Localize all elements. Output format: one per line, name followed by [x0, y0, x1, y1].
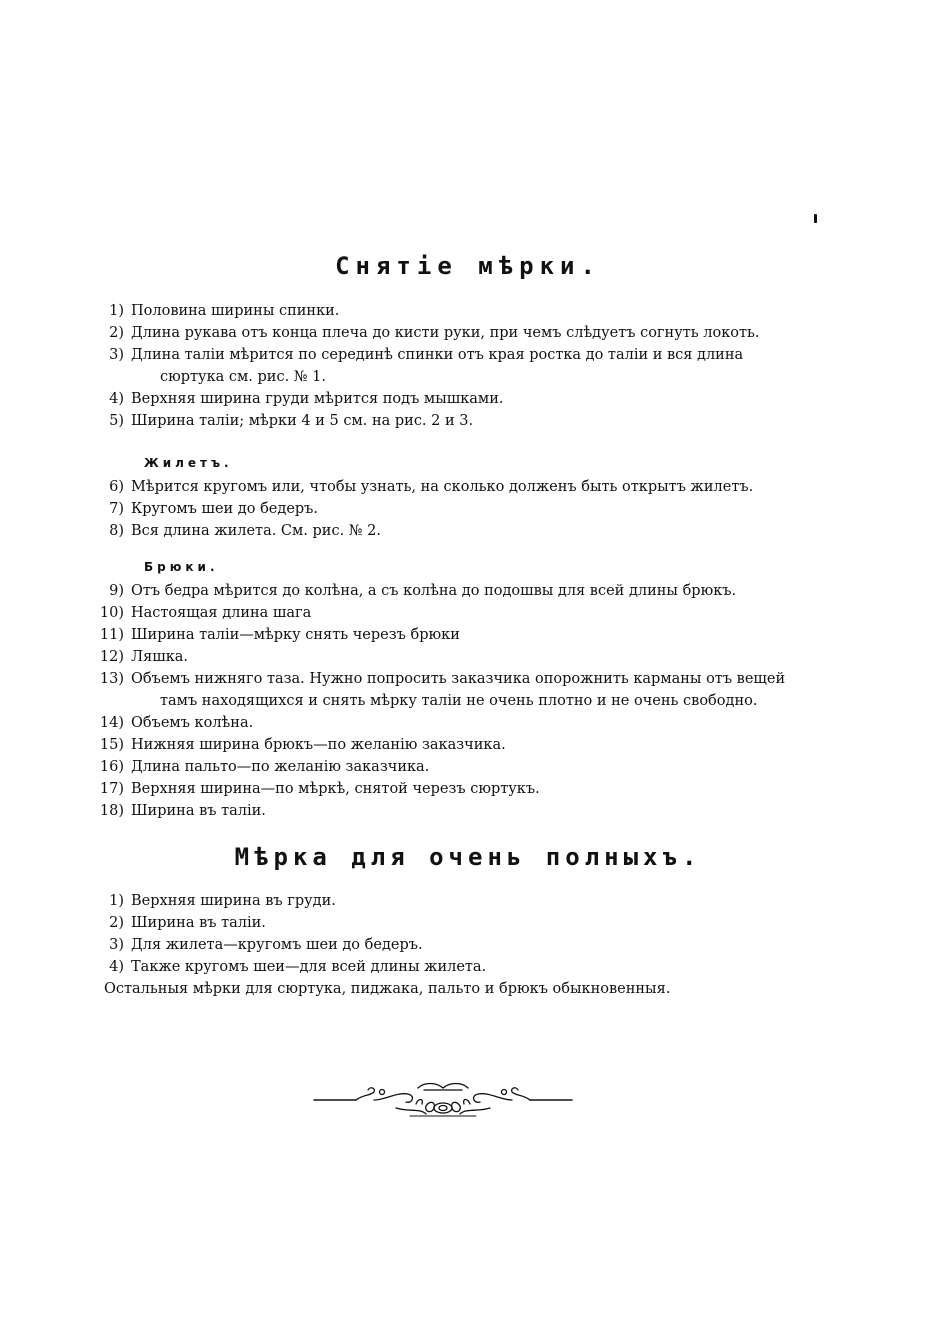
item-number: 14) [99, 715, 124, 731]
item-number: 4) [109, 391, 124, 407]
item-text: Мѣрится кругомъ или, чтобы узнать, на сколько долженъ быть открытъ жилетъ. [131, 479, 754, 495]
item-text: Верхняя ширина—по мѣркѣ, снятой черезъ сюртукъ. [131, 781, 540, 797]
item-number: 15) [99, 737, 124, 753]
item-number: 6) [109, 479, 124, 495]
item-text: Верхняя ширина груди мѣрится подъ мышками. [131, 391, 504, 407]
item-text: Объемъ нижняго таза. Нужно попросить заказчика опорожнить карманы отъ вещей [131, 671, 786, 687]
item-text: Вся длина жилета. См. рис. № 2. [131, 523, 381, 539]
closing-note: Остальныя мѣрки для сюртука, пиджака, пальто и брюкъ обыкновенныя. [104, 981, 671, 997]
item-number: 11) [99, 627, 124, 643]
item-text: Ширина въ таліи. [131, 803, 266, 819]
item-text: Отъ бедра мѣрится до колѣна, а съ колѣна до подошвы для всей длины брюкъ. [131, 583, 737, 599]
item-number: 13) [99, 671, 124, 687]
item-number: 10) [99, 605, 124, 621]
item-text: Ширина въ таліи. [131, 915, 266, 931]
item-text: Длина таліи мѣрится по серединѣ спинки отъ края ростка до таліи и вся длина [131, 347, 744, 363]
item-text: Длина рукава отъ конца плеча до кисти руки, при чемъ слѣдуетъ согнуть локоть. [131, 325, 760, 341]
item-number: 1) [109, 893, 124, 909]
item-text: Ширина таліи—мѣрку снять черезъ брюки [131, 627, 460, 643]
item-text: Ширина таліи; мѣрки 4 и 5 см. на рис. 2 и 3. [131, 413, 474, 429]
item-number: 12) [99, 649, 124, 665]
decorative-scroll-ornament-icon [312, 1078, 574, 1122]
item-number: 2) [109, 915, 124, 931]
item-text: Верхняя ширина въ груди. [131, 893, 336, 909]
item-number: 8) [109, 523, 124, 539]
page-title: Снятіе мѣрки. [335, 252, 601, 280]
item-number: 7) [109, 501, 124, 517]
item-text: Также кругомъ шеи—для всей длины жилета. [131, 959, 487, 975]
item-text: Кругомъ шеи до бедеръ. [131, 501, 319, 517]
item-text: Половина ширины спинки. [131, 303, 340, 319]
vest-heading: Жилетъ. [144, 456, 233, 470]
item-number: 5) [109, 413, 124, 429]
trousers-heading: Брюки. [144, 560, 219, 574]
item-number: 3) [109, 347, 124, 363]
item-text-continuation: тамъ находящихся и снять мѣрку таліи не очень плотно и не очень свободно. [160, 693, 758, 709]
item-text-continuation: сюртука см. рис. № 1. [160, 369, 326, 385]
item-text: Ляшка. [131, 649, 189, 665]
second-title: Мѣрка для очень полныхъ. [234, 843, 702, 871]
item-text: Нижняя ширина брюкъ—по желанію заказчика. [131, 737, 506, 753]
item-number: 4) [109, 959, 124, 975]
item-text: Для жилета—кругомъ шеи до бедеръ. [131, 937, 423, 953]
item-number: 2) [109, 325, 124, 341]
item-text: Длина пальто—по желанію заказчика. [131, 759, 430, 775]
item-text: Объемъ колѣна. [131, 715, 254, 731]
item-number: 1) [109, 303, 124, 319]
item-number: 16) [99, 759, 124, 775]
item-number: 18) [99, 803, 124, 819]
item-number: 17) [99, 781, 124, 797]
item-number: 9) [109, 583, 124, 599]
item-text: Настоящая длина шага [131, 605, 312, 621]
item-number: 3) [109, 937, 124, 953]
ink-speck [814, 214, 817, 223]
